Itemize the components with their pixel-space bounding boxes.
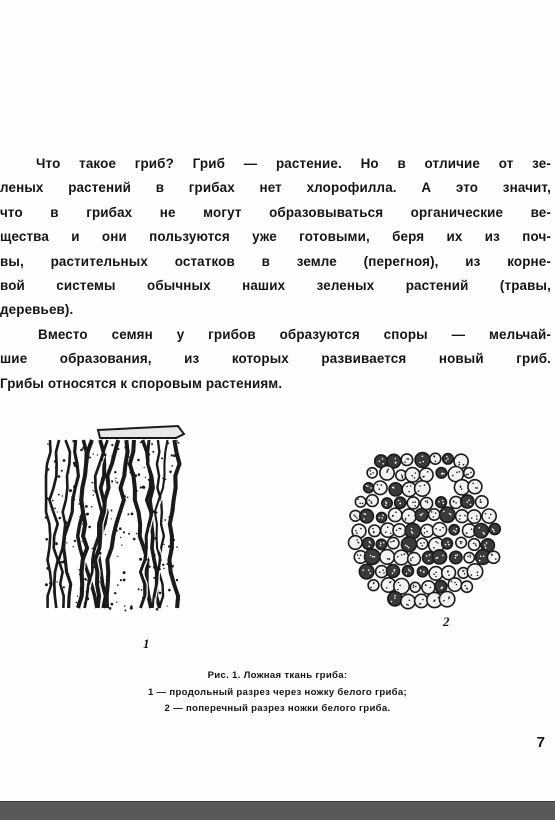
text-line: леных растений в грибах нет хлорофилла. А это значит, [0, 180, 551, 196]
text-line: шие образования, из которых развивается новый гриб. [0, 351, 551, 367]
paragraph-1 [0, 152, 551, 323]
longitudinal-section-illustration [38, 420, 188, 620]
body-text [0, 152, 551, 396]
text-line: щества и они пользуются уже готовыми, беря их из поч- [0, 229, 551, 245]
text-line: вы, растительных остатков в земле (перегноя), из корне- [0, 253, 551, 269]
text-line: что в грибах не могут образовываться органические ве- [0, 204, 551, 220]
page-number: 7 [536, 734, 545, 751]
text-line: Что такое гриб? Гриб — растение. Но в отличие от зе- [36, 156, 551, 171]
cross-section-illustration [342, 448, 502, 618]
text-line: вой системы обычных наших зеленых растений (травы, [0, 277, 551, 293]
figure-label-2: 2 [443, 614, 450, 629]
caption-title: Рис. 1. Ложная ткань гриба: [207, 670, 348, 681]
text-line: Грибы относятся к споровым растениям. [0, 375, 283, 391]
caption-item-1: 1 — продольный разрез через ножку белого гриба; [147, 686, 408, 698]
caption-item-2: 2 — поперечный разрез ножки белого гриба. [164, 703, 391, 714]
paragraph-2 [0, 323, 551, 396]
figure [0, 418, 555, 658]
text-line: Вместо семян у грибов образуются споры — мельчай- [38, 326, 551, 342]
text-line: деревьев). [0, 302, 74, 318]
viewer-bottom-bar [0, 801, 555, 820]
figure-label-1: 1 [143, 636, 150, 651]
figure-caption [0, 668, 555, 718]
